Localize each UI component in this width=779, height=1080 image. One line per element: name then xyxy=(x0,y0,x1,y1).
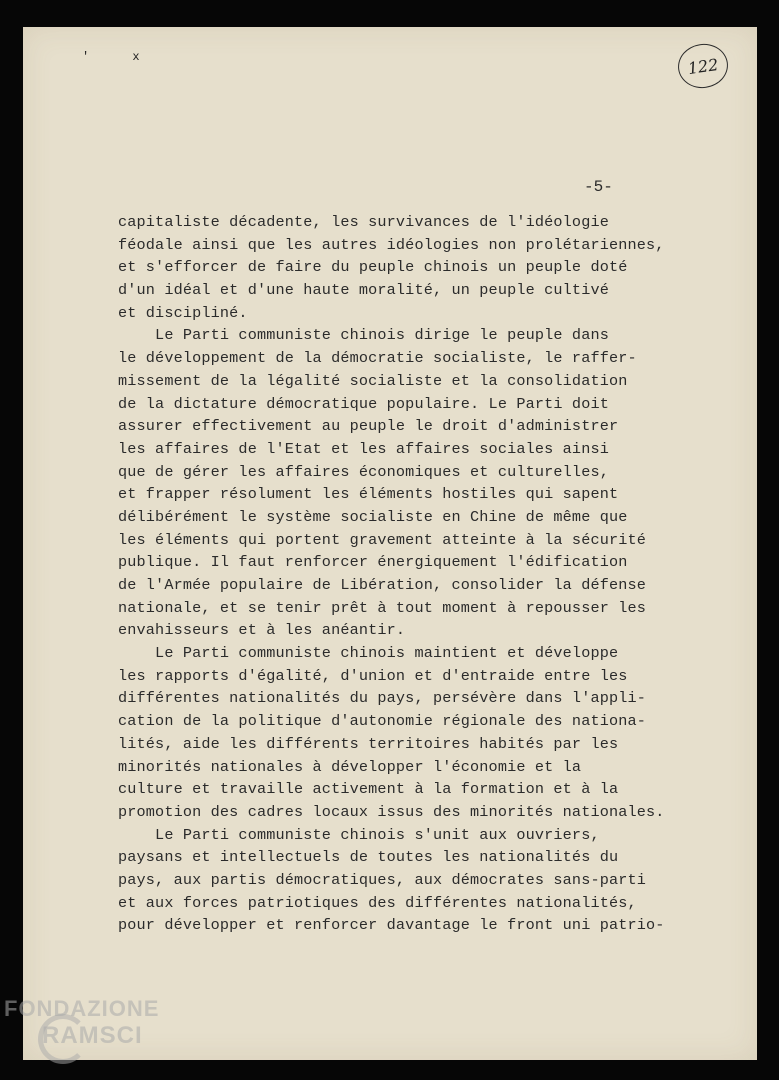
text-line: et s'efforcer de faire du peuple chinois un peuple doté xyxy=(118,258,628,277)
watermark-line-2: RAMSCI xyxy=(42,1022,143,1049)
text-line: les affaires de l'Etat et les affaires sociales ainsi xyxy=(118,439,609,458)
text-line: les éléments qui portent gravement atteinte à la sécurité xyxy=(118,530,647,549)
text-line: capitaliste décadente, les survivances de l'idéologie xyxy=(118,213,609,231)
text-line: de la dictature démocratique populaire. Le Parti doit xyxy=(118,394,609,413)
text-line: nationale, et se tenir prêt à tout moment à repousser les xyxy=(118,598,647,617)
text-line: les rapports d'égalité, d'union et d'entraide entre les xyxy=(118,666,628,685)
text-line: Le Parti communiste chinois s'unit aux ouvriers, xyxy=(118,825,600,844)
text-line: assurer effectivement au peuple le droit d'administrer xyxy=(118,417,619,436)
text-line: lités, aide les différents territoires habités par les xyxy=(118,734,619,753)
text-line: cation de la politique d'autonomie régionale des nationa- xyxy=(118,712,647,731)
text-line: missement de la légalité socialiste et la consolidation xyxy=(118,371,628,390)
text-line: que de gérer les affaires économiques et culturelles, xyxy=(118,462,609,481)
text-line: pour développer et renforcer davantage le front uni patrio- xyxy=(118,916,665,935)
text-line: et aux forces patriotiques des différentes nationalités, xyxy=(118,893,637,912)
page-number: -5- xyxy=(584,178,613,196)
corner-marks xyxy=(82,50,176,64)
text-line: différentes nationalités du pays, persévère dans l'appli- xyxy=(118,689,647,708)
text-line: publique. Il faut renforcer énergiquement l'édification xyxy=(118,553,628,572)
corner-mark: ' xyxy=(82,50,90,64)
text-line: culture et travaille activement à la formation et à la xyxy=(118,780,619,799)
text-line: promotion des cadres locaux issus des minorités nationales. xyxy=(118,802,665,821)
text-line: envahisseurs et à les anéantir. xyxy=(118,621,406,640)
text-line: le développement de la démocratie socialiste, le raffer- xyxy=(118,349,637,368)
body-text xyxy=(118,211,678,937)
watermark-line-1: FONDAZIONE xyxy=(4,996,160,1021)
text-line: pays, aux partis démocratiques, aux démocrates sans-parti xyxy=(118,870,647,889)
archive-stamp-number: 122 xyxy=(675,41,731,92)
text-line: minorités nationales à développer l'économie et la xyxy=(118,757,582,776)
corner-mark: x xyxy=(132,50,140,64)
text-line: paysans et intellectuels de toutes les nationalités du xyxy=(118,848,619,867)
text-line: et frapper résolument les éléments hostiles qui sapent xyxy=(118,485,619,504)
fondazione-gramsci-watermark xyxy=(4,996,159,1050)
text-line: Le Parti communiste chinois dirige le peuple dans xyxy=(118,326,609,345)
text-line: délibérément le système socialiste en Chine de même que xyxy=(118,507,628,526)
text-line: de l'Armée populaire de Libération, consolider la défense xyxy=(118,576,647,594)
watermark-g-logo-icon xyxy=(38,1014,88,1064)
text-line: et discipliné. xyxy=(118,303,248,322)
text-line: féodale ainsi que les autres idéologies non prolétariennes, xyxy=(118,235,665,254)
text-line: d'un idéal et d'une haute moralité, un peuple cultivé xyxy=(118,281,609,300)
text-line: Le Parti communiste chinois maintient et développe xyxy=(118,644,619,663)
